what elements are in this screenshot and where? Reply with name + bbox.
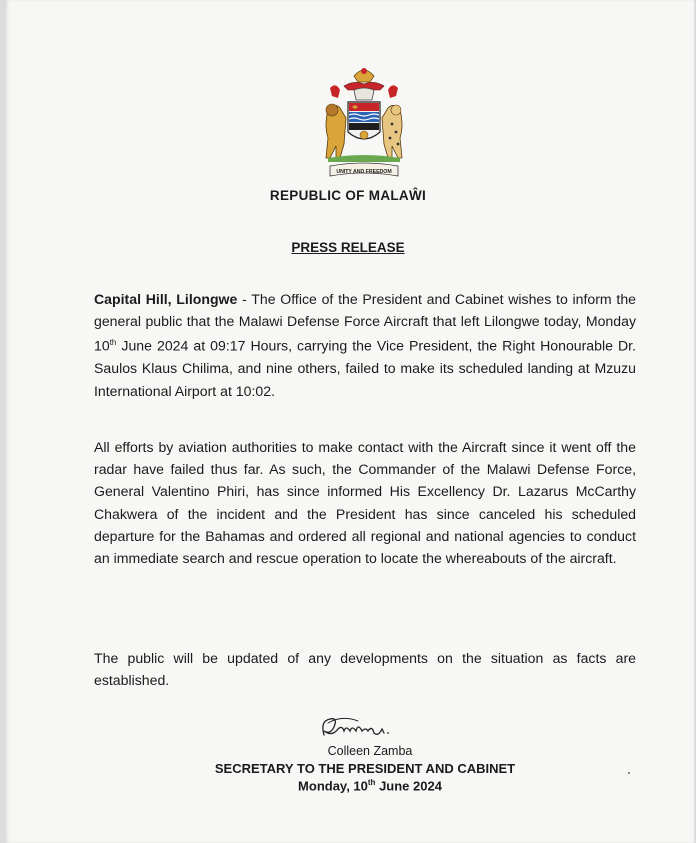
release-date [0,778,696,793]
release-date-suffix: th [367,778,376,787]
paragraph-1-text-b: June 2024 at 09:17 Hours, carrying the Vice President, the Right Honourable Dr. Saulos Klaus Chilima, and nine others, failed to make its scheduled landing at Mzuzu International Airport at 10:02. [94,338,636,399]
paragraph-1 [94,288,636,402]
handwritten-signature [318,711,408,745]
paragraph-2: All efforts by aviation authorities to make contact with the Aircraft since it went off the radar have failed thus far. As such, the Commander of the Malawi Defense Force, General Valentino Phiri, has since informed His Excellency Dr. Lazarus McCarthy Chakwera of the incident and the President has since canceled his scheduled departure for the Bahamas and ordered all regional and national agencies to conduct an immediate search and rescue operation to locate the whereabouts of the aircraft. [94,439,636,567]
signer-title: SECRETARY TO THE PRESIDENT AND CABINET [214,761,516,776]
release-date-a: Monday, 10 [298,778,368,794]
paragraph-1-text-a: - The Office of the President and Cabinet wishes to inform the general public that the Malawi Defense Force Aircraft that left Lilongwe today, Monday 10 [94,291,636,355]
coat-of-arms-icon [314,62,414,184]
dateline: Capital Hill, Lilongwe [94,291,238,307]
paper-speck [628,772,630,774]
document-title: PRESS RELEASE [291,240,405,255]
release-date-b: June 2024 [375,778,442,794]
country-heading: REPUBLIC OF MALAŴI [269,188,427,203]
signer-name: Colleen Zamba [327,744,413,758]
ordinal-suffix: th [109,338,117,348]
crest-motto: UNITY AND FREEDOM [336,169,392,175]
paragraph-3: The public will be updated of any developments on the situation as facts are established. [94,650,636,689]
